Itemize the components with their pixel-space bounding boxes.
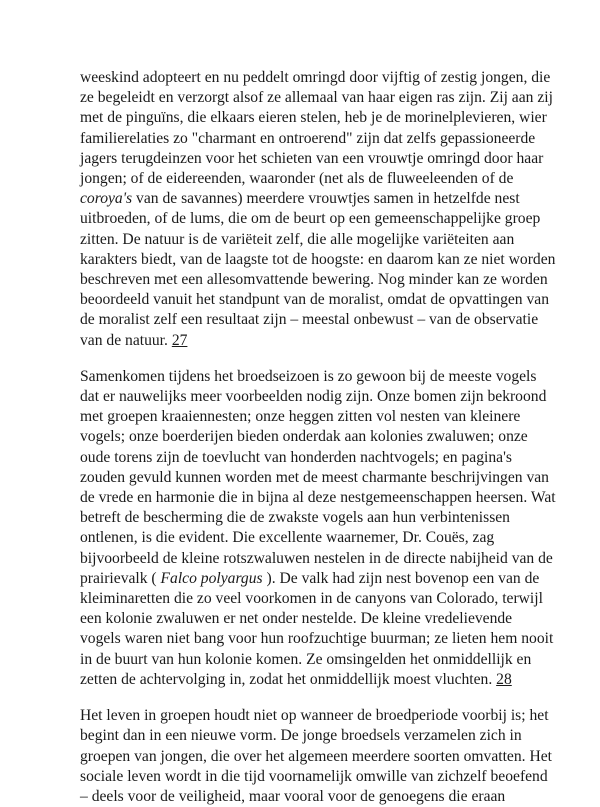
text-run: bijvoorbeeld de kleine rotszwaluwen nestelen in de directe nabijheid van de [80, 549, 553, 567]
text-run: betreft de bescherming die de zwakste vogels aan hun verbintenissen [80, 509, 510, 527]
footnote-link[interactable]: 28 [496, 670, 512, 688]
text-run: kleiminaretten die zo veel voorkomen in de canyons van Colorado, terwijl [80, 590, 543, 608]
paragraph [80, 706, 552, 807]
text-line [80, 209, 540, 229]
text-run: in de buurt van hun kolonie komen. Ze omsingelden het onmiddellijk en [80, 650, 532, 668]
text-line [80, 367, 540, 387]
text-line [80, 250, 556, 270]
text-line [80, 230, 540, 250]
text-run: jongen; of de eidereenden, waaronder (net als de fluweeleenden of de [80, 170, 514, 188]
body-text [80, 68, 556, 807]
text-run: een kolonie zwaluwen er net onder nestelde. De kleine vredelievende [80, 610, 513, 628]
text-run: familierelaties zo "charmant en ontroerend" zijn dat zelfs gepassioneerde [80, 129, 536, 147]
text-line [80, 129, 540, 149]
text-run: Samenkomen tijdens het broedseizoen is zo gewoon bij de meeste vogels [80, 367, 537, 385]
text-run: vogels waren niet bang voor hun roofzuchtige buurman; ze lieten hem nooit [80, 630, 554, 648]
text-line [80, 270, 548, 290]
text-run: ze begeleidt en verzorgt alsof ze allemaal van haar eigen ras zijn. Zij aan zij [80, 89, 553, 107]
text-line [80, 448, 540, 468]
text-line [80, 290, 549, 310]
text-line [80, 310, 540, 330]
text-line [80, 189, 540, 209]
text-run: vogels; onze boerderijen bieden onderdak aan kolonies zwaluwen; onze [80, 428, 528, 446]
text-run: prairievalk ( [80, 569, 161, 587]
text-line [80, 427, 540, 447]
text-run: weeskind adopteert en nu peddelt omringd door vijftig of zestig jongen, die [80, 69, 551, 86]
text-line [80, 387, 547, 407]
text-line [80, 549, 553, 569]
text-line [80, 609, 540, 629]
text-run: uitbroeden, of de lums, die om de beurt op een gemeenschappelijke groep [80, 210, 541, 228]
text-run: de moralist zelf een resultaat zijn – meestal onbewust – van de observatie [80, 311, 539, 329]
text-line [80, 767, 548, 787]
text-run: oude torens zijn de toevlucht van honderden nachtvogels; en pagina's [80, 448, 512, 466]
text-run: zouden gevuld kunnen worden met de meest charmante beschrijvingen van [80, 468, 549, 486]
text-line [80, 787, 540, 807]
text-line [80, 149, 544, 169]
text-line [80, 407, 540, 427]
text-run: zetten de achtervolging in, zodat het onmiddellijk moest vluchten. [80, 670, 497, 688]
text-run: beoordeeld vanuit het standpunt van de moralist, omdat de opvattingen van [80, 291, 549, 309]
text-run: groepen van jongen, die over het algemeen meerdere soorten omvatten. Het [80, 747, 552, 765]
text-run: met de pinguïns, die elkaars eieren stelen, heb je de morinelplevieren, wier [80, 109, 547, 127]
text-line [80, 650, 540, 670]
text-line [80, 528, 540, 548]
text-run: Het leven in groepen houdt niet op wanneer de broedperiode voorbij is; het [80, 707, 549, 725]
text-run: van de natuur. [80, 331, 172, 349]
text-run: – deels voor de veiligheid, maar vooral voor de genoegens die eraan [80, 787, 506, 805]
text-line [80, 88, 553, 108]
text-line [80, 726, 540, 746]
paragraph [80, 68, 556, 351]
text-line [80, 108, 547, 128]
text-line [80, 589, 543, 609]
text-run: de vrede en harmonie die in bijna al deze nestgemeenschappen heersen. Wat [80, 489, 556, 507]
text-line [80, 670, 540, 690]
text-run: jagers terugdeinzen voor het schieten van een vrouwtje omringd door haar [80, 149, 544, 167]
text-run: met groepen kraaiennesten; onze heggen zitten vol nesten van kleinere [80, 408, 521, 426]
text-run: dat er nauwelijks meer voorbeelden nodig zijn. Onze bomen zijn bekroond [80, 388, 547, 406]
text-run: van de savannes) meerdere vrouwtjes samen in hetzelfde nest [132, 190, 520, 208]
text-run: zitten. De natuur is de variëteit zelf, die alle mogelijke variëteiten aan [80, 230, 515, 248]
text-line [80, 331, 540, 351]
text-line [80, 569, 540, 589]
text-run: ). De valk had zijn nest bovenop een van de [262, 569, 540, 587]
text-line [80, 508, 540, 528]
text-line [80, 468, 549, 488]
italic-term: Falco polyargus [160, 569, 263, 587]
text-line [80, 706, 549, 726]
text-run: ontlenen, is die evident. Die excellente waarnemer, Dr. Couës, zag [80, 529, 495, 547]
footnote-link[interactable]: 27 [171, 331, 188, 349]
text-run: karakters biedt, van de laagste tot de hoogste: en daarom kan ze niet worden [80, 250, 556, 268]
italic-term: coroya's [80, 190, 133, 208]
text-line [80, 747, 552, 767]
text-line [80, 629, 554, 649]
text-line [80, 488, 556, 508]
text-run: beschreven met een allesomvattende bewering. Nog minder kan ze worden [80, 271, 548, 289]
text-line [80, 169, 540, 189]
text-run: sociale leven wordt in die tijd voornamelijk omwille van zichzelf beoefend [80, 767, 548, 785]
text-run: begint dan in een nieuwe vorm. De jonge broedsels verzamelen zich in [80, 727, 522, 745]
paragraph [80, 367, 556, 690]
text-line [80, 68, 551, 88]
